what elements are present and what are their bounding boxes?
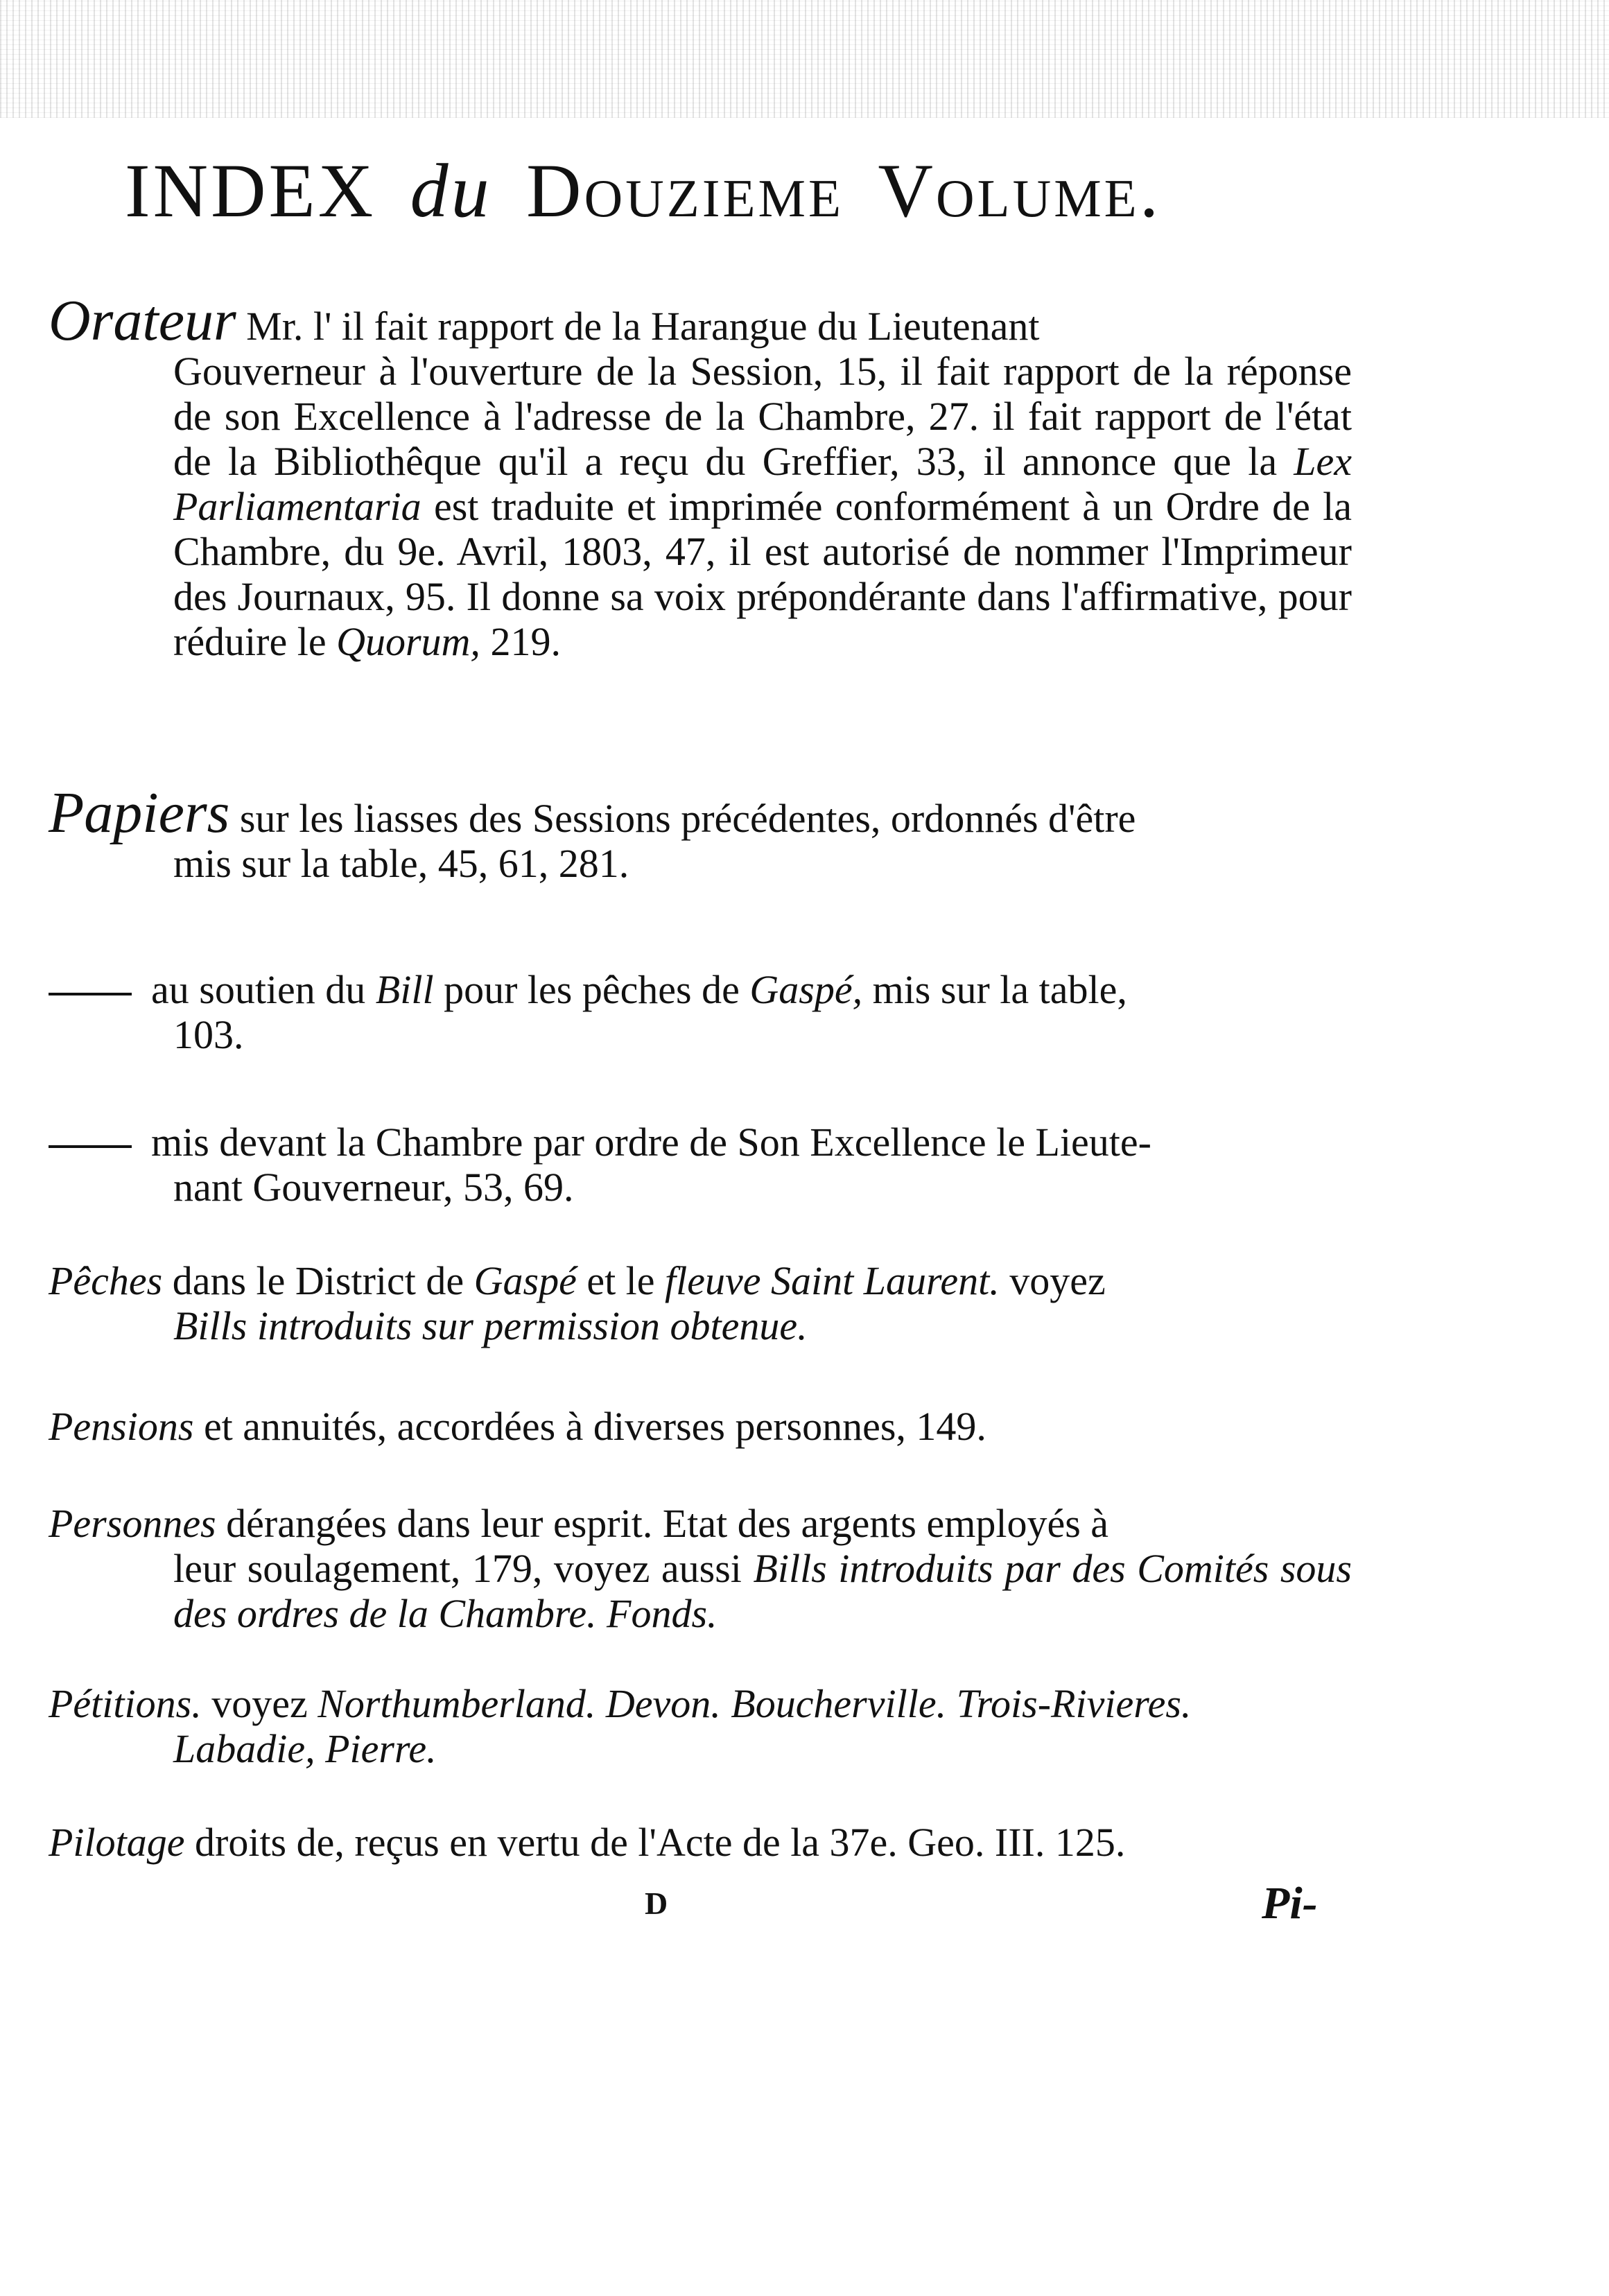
entry-first-line	[49, 1120, 1352, 1165]
entry-first-line	[49, 1501, 1352, 1546]
entry-text: et le	[576, 1258, 666, 1303]
title-volume: Volume.	[878, 148, 1162, 233]
repeat-dash	[49, 993, 132, 995]
entry-text: sur les liasses des Sessions précédentes, ordonnés d'être	[229, 796, 1136, 841]
page-title	[125, 142, 1359, 239]
entry-text: nant Gouverneur, 53, 69.	[173, 1165, 574, 1210]
entry-petitions	[49, 1681, 1352, 1771]
entry-continuation	[49, 1012, 1352, 1057]
entry-continuation	[49, 1165, 1352, 1210]
entry-text: leur soulagement, 179, voyez aussi	[173, 1546, 754, 1591]
entry-text: dérangées dans leur esprit. Etat des argents employés à	[216, 1501, 1109, 1546]
entry-papiers-continuation	[49, 841, 1352, 886]
entry-orateur-first-line	[49, 288, 1352, 353]
entry-italic-text: Gaspé	[473, 1258, 577, 1303]
entry-papiers	[49, 781, 1352, 886]
entry-italic-text: Northumberland. Devon. Boucherville. Trois-Rivieres.	[318, 1681, 1192, 1726]
entry-text: droits de, reçus en vertu de l'Acte de la 37e. Geo. III. 125.	[184, 1820, 1126, 1865]
entry-italic-text: Bill	[375, 967, 434, 1012]
entry-first-line	[49, 967, 1352, 1012]
entry-text: et annuités, accordées à diverses personnes, 149.	[193, 1404, 986, 1449]
entry-text: mis sur la table, 45, 61, 281.	[173, 841, 629, 886]
entry-papiers-bill	[49, 967, 1352, 1057]
entry-text: voyez	[201, 1681, 318, 1726]
entry-text: voyez	[999, 1258, 1106, 1303]
entry-heading: Personnes	[49, 1501, 216, 1546]
title-du: du	[410, 148, 492, 233]
entry-text: pour les pêches de	[433, 967, 750, 1012]
repeat-dash	[49, 1145, 132, 1148]
entry-first-line	[49, 1258, 1352, 1303]
entry-text: mis sur la table,	[862, 967, 1127, 1012]
entry-heading: Pêches	[49, 1258, 163, 1303]
entry-orateur	[49, 288, 1352, 664]
entry-text: est traduite et imprimée conformément à un Ordre de la Chambre, du 9e. Avril, 1803, 47, il est autorisé de nommer l'Imprimeur des Journaux, 95. Il donne sa voix prépondérante dans l'affirmative, pour réduire le	[173, 484, 1352, 664]
entry-text: mis devant la Chambre par ordre de Son Excellence le Lieute-	[151, 1120, 1151, 1165]
entry-first-line	[49, 1681, 1352, 1726]
entry-heading: Pétitions.	[49, 1681, 202, 1726]
entry-papiers-devant	[49, 1120, 1352, 1210]
entry-heading: Pilotage	[49, 1820, 185, 1865]
entry-italic-text: Lex Parliamentaria	[173, 439, 1352, 529]
entry-heading: Papiers	[49, 781, 230, 845]
scan-noise-strip	[0, 0, 1609, 118]
entry-text: Mr. l' il fait rapport de la Harangue du Lieutenant	[236, 304, 1040, 349]
entry-continuation	[49, 1726, 1352, 1771]
entry-italic-text: Bills introduits par des Comités sous des ordres de la Chambre. Fonds.	[173, 1546, 1352, 1636]
entry-pensions	[49, 1404, 1352, 1449]
entry-italic-text: Quorum,	[336, 619, 480, 664]
signature-mark: D	[645, 1886, 668, 1921]
catchword: Pi-	[1262, 1878, 1318, 1929]
entry-italic-text: fleuve Saint Laurent.	[665, 1258, 1000, 1303]
entry-heading: Orateur	[49, 288, 236, 353]
entry-text: au soutien du	[151, 967, 376, 1012]
entry-italic-text: Bills introduits sur permission obtenue.	[173, 1303, 808, 1348]
entry-papiers-first-line	[49, 781, 1352, 845]
entry-text: 219.	[480, 619, 561, 664]
entry-peches	[49, 1258, 1352, 1348]
entry-text: Gouverneur à l'ouverture de la Session, 15, il fait rapport de la réponse de son Excellence à l'adresse de la Chambre, 27. il fait rapport de l'état de la Bibliothêque qu'il a reçu du Greffier, 33, il annonce que la	[173, 349, 1352, 484]
entry-text: dans le District de	[162, 1258, 474, 1303]
entry-continuation	[49, 1546, 1352, 1636]
entry-continuation	[49, 1303, 1352, 1348]
entry-text: 103.	[173, 1012, 244, 1057]
entry-pilotage	[49, 1820, 1352, 1865]
entry-italic-text: Gaspé,	[749, 967, 863, 1012]
entry-personnes	[49, 1501, 1352, 1636]
entry-italic-text: Labadie, Pierre.	[173, 1726, 437, 1771]
title-index: INDEX	[125, 148, 376, 233]
entry-heading: Pensions	[49, 1404, 194, 1449]
entry-orateur-continuation	[49, 349, 1352, 664]
title-douzieme: Douzieme	[526, 148, 844, 233]
